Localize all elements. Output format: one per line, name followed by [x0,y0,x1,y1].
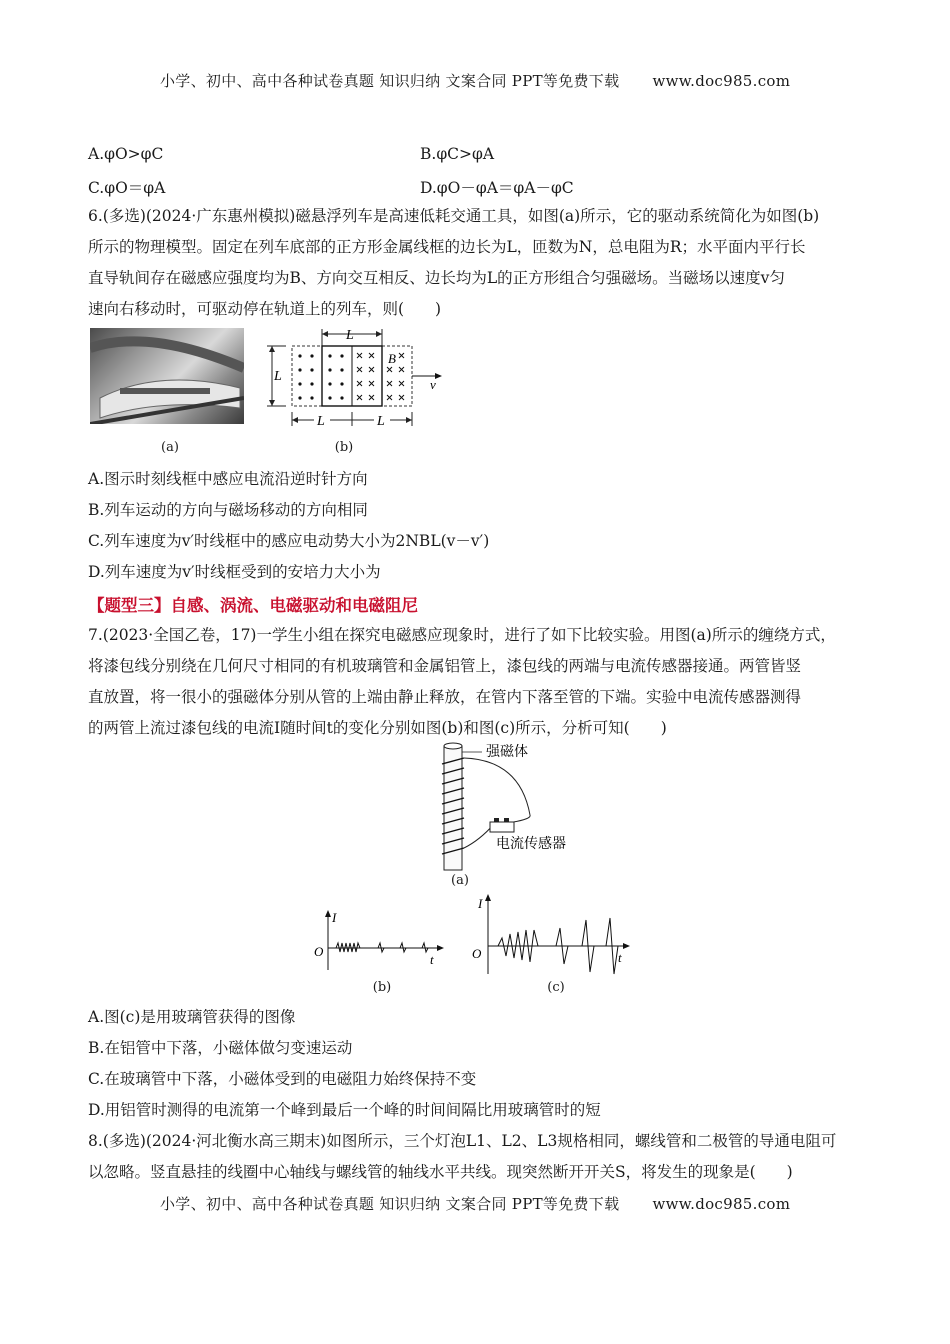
graph-b-origin: O [314,944,324,959]
magnet-label: 强磁体 [486,743,528,759]
maglev-photo-art [90,328,244,424]
q6-line-4: 速向右移动时，可驱动停在轨道上的列车，则( ) [88,300,442,318]
header-text: 小学、初中、高中各种试卷真题 知识归纳 文案合同 PPT等免费下载 [160,72,620,90]
q7-option-d: D.用铝管时测得的电流第一个峰到最后一个峰的时间间隔比用玻璃管时的短 [88,1101,601,1119]
current-sensor-box [490,822,514,832]
q7-line-3: 直放置，将一很小的强磁体分别从管的上端由静止释放，在管内下落至管的下端。实验中电流传感器测得 [88,688,802,706]
bottom-L-label-2: L [377,414,385,429]
page-footer [160,1193,790,1214]
q7-fig-b-caption: (b) [372,980,392,995]
q7-fig-c-caption: (c) [547,980,565,995]
q7-option-a: A.图(c)是用玻璃管获得的图像 [88,1008,296,1026]
lead-wire-1 [464,758,530,824]
bottom-L-label-1: L [317,414,325,429]
q6-option-c: C.列车速度为v′时线框中的感应电动势大小为2NBL(v－v′) [88,532,490,550]
q7-option-b: B.在铝管中下落，小磁体做匀变速运动 [88,1039,353,1057]
B-label: B [388,351,396,366]
q7-line-1: 7.(2023·全国乙卷，17)一学生小组在探究电磁感应现象时，进行了如下比较实验。用图(a)所示的缠绕方式， [88,626,836,644]
q7-fig-a-caption: (a) [451,873,469,888]
top-L-label: L [346,328,354,343]
prev-option-b: B.φC>φA [420,145,495,163]
current-graph-c [468,890,638,980]
footer-text: 小学、初中、高中各种试卷真题 知识归纳 文案合同 PPT等免费下载 [160,1195,620,1213]
current-graph-b [312,908,452,978]
header-url[interactable]: www.doc985.com [652,72,791,90]
magnetic-field-diagram [262,326,452,438]
q7-line-2: 将漆包线分别绕在几何尺寸相同的有机玻璃管和金属铝管上，漆包线的两端与电流传感器接通。两管皆竖 [88,657,802,675]
q6-fig-a-caption: (a) [161,440,179,455]
sensor-label: 电流传感器 [496,835,566,851]
graph-c-I-label: I [478,896,483,911]
q7-line-4: 的两管上流过漆包线的电流I随时间t的变化分别如图(b)和图(c)所示，分析可知( ) [88,719,667,737]
graph-c-origin: O [472,946,482,961]
prev-option-d: D.φO－φA＝φA－φC [420,179,574,197]
q6-fig-b-caption: (b) [334,440,354,455]
field-crosses [357,353,404,400]
q6-line-3: 直导轨间存在磁感应强度均为B、方向交互相反、边长均为L的正方形组合匀强磁场。当磁场以速度v匀 [88,269,785,287]
q6-option-a: A.图示时刻线框中感应电流沿逆时针方向 [88,470,368,488]
page-header [160,70,790,91]
field-dots [298,354,343,399]
section-3-title: 【题型三】自感、涡流、电磁驱动和电磁阻尼 [88,596,418,615]
q6-option-b: B.列车运动的方向与磁场移动的方向相同 [88,501,368,519]
left-L-label: L [274,369,282,384]
graph-b-I-label: I [332,910,337,925]
q8-line-1: 8.(多选)(2024·河北衡水高三期末)如图所示，三个灯泡L1、L2、L3规格相同，螺线管和二极管的导通电阻可 [88,1132,837,1150]
graph-c-t-label: t [618,950,622,965]
q8-line-2: 以忽略。竖直悬挂的线圈中心轴线与螺线管的轴线水平共线。现突然断开开关S，将发生的现象是( ) [88,1163,793,1181]
q6-line-1: 6.(多选)(2024·广东惠州模拟)磁悬浮列车是高速低耗交通工具，如图(a)所示，它的驱动系统简化为如图(b) [88,207,820,225]
coil-apparatus-diagram [420,740,600,890]
q6-line-2: 所示的物理模型。固定在列车底部的正方形金属线框的边长为L，匝数为N，总电阻为R；水平面内平行长 [88,238,806,256]
maglev-train-photo [90,328,244,424]
q6-option-d: D.列车速度为v′时线框受到的安培力大小为 [88,563,381,581]
prev-option-a: A.φO>φC [88,145,164,163]
prev-option-c: C.φO＝φA [88,179,166,197]
graph-b-t-label: t [430,952,434,967]
q7-option-c: C.在玻璃管中下落，小磁体受到的电磁阻力始终保持不变 [88,1070,477,1088]
v-label: v [430,377,436,392]
footer-url[interactable]: www.doc985.com [652,1195,791,1213]
